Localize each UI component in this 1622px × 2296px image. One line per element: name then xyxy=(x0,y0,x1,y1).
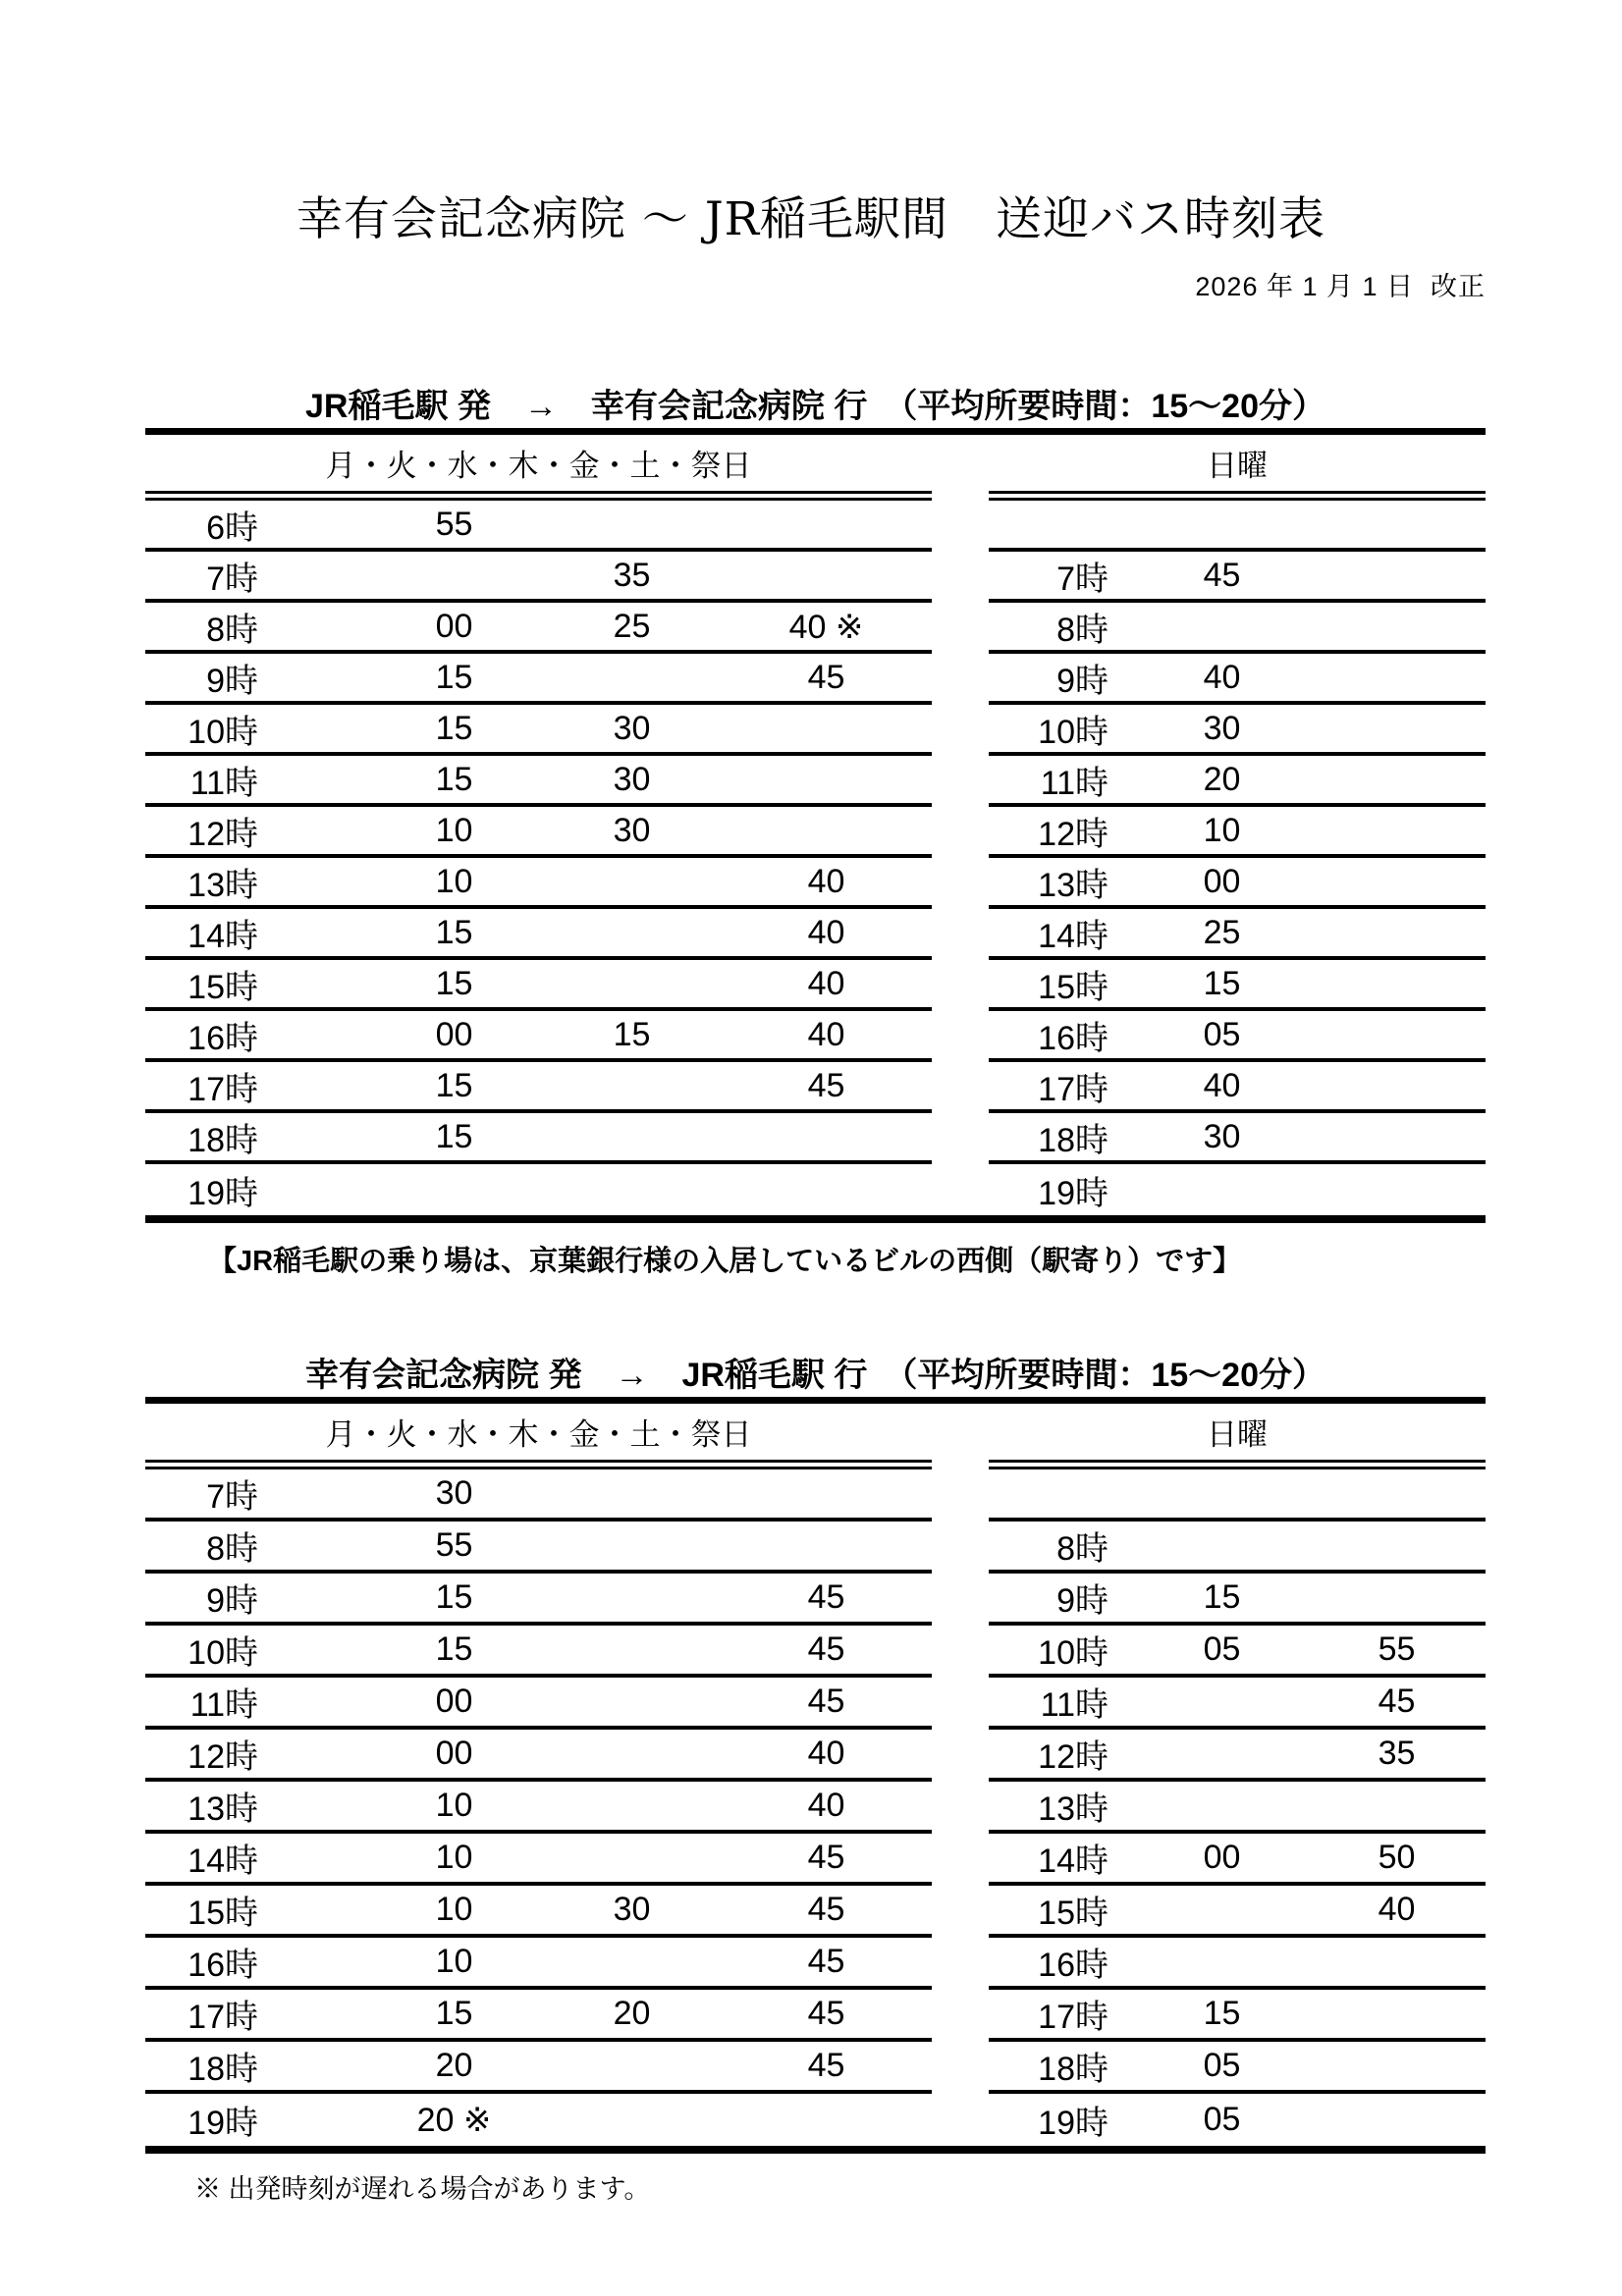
hour-label: 19時 xyxy=(1038,1174,1108,1212)
sunday-cells xyxy=(989,1522,1486,1574)
sunday-cells xyxy=(989,1834,1486,1886)
minute-cell: 40 xyxy=(1203,1067,1241,1104)
minute-cell: 15 xyxy=(435,1118,473,1155)
hour-label: 9時 xyxy=(206,1582,258,1620)
hour-label: 16時 xyxy=(1038,1020,1108,1057)
minute-cell: 10 xyxy=(435,812,473,849)
minute-cell: 35 xyxy=(1378,1735,1416,1772)
header-double-rule xyxy=(145,491,1486,501)
double-rule-left xyxy=(145,491,932,501)
hour-label: 10時 xyxy=(188,1634,258,1672)
section-gap xyxy=(932,1574,989,1626)
table-header-row xyxy=(145,435,1486,491)
hour-label: 6時 xyxy=(206,509,258,547)
hour-label: 18時 xyxy=(188,2051,258,2088)
hour-label: 19時 xyxy=(188,2105,258,2142)
timetable-row xyxy=(145,2094,1486,2146)
sunday-cells xyxy=(989,603,1486,654)
sunday-cells xyxy=(989,1469,1486,1522)
weekday-cells xyxy=(145,1730,932,1782)
minute-cell: 15 xyxy=(435,965,473,1002)
sunday-cells xyxy=(989,1164,1486,1215)
minute-cell: 00 xyxy=(435,1016,473,1053)
minute-cell: 10 xyxy=(435,1787,473,1824)
minute-cell: 20 xyxy=(613,1995,651,2032)
sunday-cells xyxy=(989,1062,1486,1113)
sunday-cells xyxy=(989,1938,1486,1990)
timetable-row xyxy=(145,501,1486,552)
hour-label: 14時 xyxy=(188,918,258,955)
double-rule-right xyxy=(989,491,1486,501)
weekday-cells xyxy=(145,960,932,1011)
minute-cell: 00 xyxy=(435,608,473,645)
sunday-cells xyxy=(989,1113,1486,1164)
minute-cell: 30 xyxy=(435,1474,473,1512)
minute-cell: 25 xyxy=(1203,914,1241,951)
hour-label: 14時 xyxy=(1038,918,1108,955)
hour-label: 14時 xyxy=(1038,1842,1108,1880)
weekday-cells xyxy=(145,1678,932,1730)
minute-cell: 20 ※ xyxy=(416,2101,492,2139)
minute-cell: 40 xyxy=(1378,1891,1416,1928)
minute-cell: 45 xyxy=(807,1891,845,1928)
sunday-cells xyxy=(989,1886,1486,1938)
weekday-cells xyxy=(145,909,932,960)
sunday-cells xyxy=(989,756,1486,807)
sunday-cells xyxy=(989,2094,1486,2146)
hour-label: 16時 xyxy=(1038,1947,1108,1984)
hour-label: 15時 xyxy=(1038,1895,1108,1932)
minute-cell: 45 xyxy=(807,1839,845,1876)
minute-cell: 15 xyxy=(435,1067,473,1104)
hour-label: 18時 xyxy=(1038,2051,1108,2088)
minute-cell: 45 xyxy=(807,2047,845,2084)
hour-label: 18時 xyxy=(1038,1122,1108,1159)
section-gap xyxy=(932,1469,989,1522)
minute-cell: 45 xyxy=(807,1995,845,2032)
sunday-cells xyxy=(989,1782,1486,1834)
minute-cell: 25 xyxy=(613,608,651,645)
timetable-row xyxy=(145,705,1486,756)
timetable-row xyxy=(145,1522,1486,1574)
hour-label: 12時 xyxy=(1038,1738,1108,1776)
hour-label: 11時 xyxy=(1040,1686,1108,1724)
timetable-row xyxy=(145,1574,1486,1626)
minute-cell: 45 xyxy=(807,1682,845,1720)
section-gap xyxy=(932,1990,989,2042)
minute-cell: 00 xyxy=(435,1682,473,1720)
minute-cell: 05 xyxy=(1203,2101,1241,2138)
hour-label: 16時 xyxy=(188,1020,258,1057)
minute-cell: 15 xyxy=(1203,1995,1241,2032)
header-double-rule xyxy=(145,1460,1486,1469)
table-top-border xyxy=(145,1397,1486,1404)
timetable-row xyxy=(145,1626,1486,1678)
hour-label: 9時 xyxy=(206,663,258,700)
hour-label: 8時 xyxy=(1056,1530,1108,1568)
section-gap xyxy=(932,705,989,756)
minute-cell: 30 xyxy=(1203,1118,1241,1155)
minute-cell: 15 xyxy=(1203,1578,1241,1616)
minute-cell: 15 xyxy=(435,710,473,747)
hour-label: 18時 xyxy=(188,1122,258,1159)
hour-label: 17時 xyxy=(1038,1999,1108,2036)
timetable-row xyxy=(145,1730,1486,1782)
hour-label: 15時 xyxy=(188,1895,258,1932)
minute-cell: 10 xyxy=(1203,812,1241,849)
revision-date: 2026 年 1 月 1 日 改正 xyxy=(1195,272,1486,301)
minute-cell: 30 xyxy=(1203,710,1241,747)
timetable-row xyxy=(145,654,1486,705)
timetable-row xyxy=(145,1886,1486,1938)
minute-cell: 40 xyxy=(1203,659,1241,696)
section-gap xyxy=(932,1011,989,1062)
hour-label: 16時 xyxy=(188,1947,258,1984)
hour-label: 12時 xyxy=(188,1738,258,1776)
weekday-cells xyxy=(145,1886,932,1938)
weekday-cells xyxy=(145,1062,932,1113)
timetable-row xyxy=(145,1834,1486,1886)
timetable-row xyxy=(145,1469,1486,1522)
hour-label: 9時 xyxy=(1056,1582,1108,1620)
weekday-cells xyxy=(145,858,932,909)
minute-cell: 55 xyxy=(435,1526,473,1564)
minute-cell: 35 xyxy=(613,557,651,594)
minute-cell: 20 xyxy=(435,2047,473,2084)
section-gap xyxy=(932,807,989,858)
hour-label: 8時 xyxy=(206,1530,258,1568)
minute-cell: 00 xyxy=(1203,1839,1241,1876)
minute-cell: 05 xyxy=(1203,2047,1241,2084)
double-rule-right xyxy=(989,1460,1486,1469)
section-gap xyxy=(932,1113,989,1164)
weekday-cells xyxy=(145,1469,932,1522)
weekday-cells xyxy=(145,756,932,807)
section-gap xyxy=(932,2094,989,2146)
timetable-row xyxy=(145,1782,1486,1834)
section-gap xyxy=(932,2042,989,2094)
hour-label: 15時 xyxy=(1038,969,1108,1006)
timetable-row xyxy=(145,1938,1486,1990)
hour-label: 17時 xyxy=(1038,1071,1108,1108)
table-header-row xyxy=(145,1404,1486,1460)
sunday-cells xyxy=(989,1730,1486,1782)
timetable-row xyxy=(145,909,1486,960)
weekday-header: 月・火・水・木・金・土・祭日 xyxy=(325,1417,752,1452)
timetable-row xyxy=(145,1678,1486,1730)
minute-cell: 40 xyxy=(807,863,845,900)
timetable-caption: JR稲毛駅 発 → 幸有会記念病院 行 （平均所要時間：15～20分） xyxy=(305,388,1325,425)
section-gap xyxy=(932,1678,989,1730)
weekday-cells xyxy=(145,603,932,654)
minute-cell: 45 xyxy=(807,659,845,696)
table-bottom-border xyxy=(145,1215,1486,1223)
minute-cell: 40 xyxy=(807,914,845,951)
minute-cell: 30 xyxy=(613,1891,651,1928)
timetable-row xyxy=(145,2042,1486,2094)
timetable-station-to-hospital xyxy=(145,386,1486,1279)
departure-delay-note: ※ 出発時刻が遅れる場合があります。 xyxy=(194,2174,651,2204)
sunday-header: 日曜 xyxy=(1207,449,1268,483)
section-gap xyxy=(932,1886,989,1938)
weekday-cells xyxy=(145,2094,932,2146)
timetable-caption: 幸有会記念病院 発 → JR稲毛駅 行 （平均所要時間：15～20分） xyxy=(305,1357,1325,1394)
minute-cell: 45 xyxy=(1378,1682,1416,1720)
timetable-row xyxy=(145,1062,1486,1113)
weekday-cells xyxy=(145,1834,932,1886)
hour-label: 11時 xyxy=(1040,765,1108,802)
section-gap xyxy=(932,858,989,909)
minute-cell: 15 xyxy=(435,1578,473,1616)
section-gap xyxy=(932,1062,989,1113)
timetable-row xyxy=(145,756,1486,807)
weekday-cells xyxy=(145,2042,932,2094)
hour-label: 11時 xyxy=(189,1686,258,1724)
weekday-cells xyxy=(145,1522,932,1574)
table-top-border xyxy=(145,428,1486,435)
hour-label: 10時 xyxy=(188,714,258,751)
minute-cell: 15 xyxy=(435,761,473,798)
weekday-cells xyxy=(145,501,932,552)
minute-cell: 30 xyxy=(613,710,651,747)
minute-cell: 10 xyxy=(435,863,473,900)
timetable-row xyxy=(145,552,1486,603)
hour-label: 13時 xyxy=(188,867,258,904)
hour-label: 9時 xyxy=(1056,663,1108,700)
minute-cell: 15 xyxy=(435,1630,473,1668)
boarding-location-note: 【JR稲毛駅の乗り場は、京葉銀行様の入居しているビルの西側（駅寄り）です】 xyxy=(208,1246,1242,1277)
hour-label: 10時 xyxy=(1038,1634,1108,1672)
sunday-cells xyxy=(989,1678,1486,1730)
weekday-cells xyxy=(145,1782,932,1834)
hour-label: 7時 xyxy=(1056,561,1108,598)
minute-cell: 45 xyxy=(1203,557,1241,594)
sunday-cells xyxy=(989,1574,1486,1626)
sunday-cells xyxy=(989,807,1486,858)
timetable-row xyxy=(145,858,1486,909)
section-gap xyxy=(932,1834,989,1886)
minute-cell: 00 xyxy=(1203,863,1241,900)
minute-cell: 10 xyxy=(435,1891,473,1928)
minute-cell: 40 xyxy=(807,965,845,1002)
minute-cell: 00 xyxy=(435,1735,473,1772)
minute-cell: 40 ※ xyxy=(788,608,864,646)
timetable-rows xyxy=(145,1469,1486,2146)
section-gap xyxy=(932,909,989,960)
hour-label: 11時 xyxy=(189,765,258,802)
timetable-row xyxy=(145,1990,1486,2042)
weekday-cells xyxy=(145,1938,932,1990)
minute-cell: 15 xyxy=(435,659,473,696)
section-gap xyxy=(932,552,989,603)
minute-cell: 10 xyxy=(435,1943,473,1980)
section-gap xyxy=(932,654,989,705)
minute-cell: 45 xyxy=(807,1630,845,1668)
timetable-row xyxy=(145,1113,1486,1164)
hour-label: 17時 xyxy=(188,1999,258,2036)
timetable-row xyxy=(145,960,1486,1011)
sunday-cells xyxy=(989,501,1486,552)
weekday-header: 月・火・水・木・金・土・祭日 xyxy=(325,449,752,483)
hour-label: 12時 xyxy=(188,816,258,853)
timetable-row xyxy=(145,1011,1486,1062)
timetable-rows xyxy=(145,501,1486,1215)
weekday-cells xyxy=(145,1011,932,1062)
weekday-cells xyxy=(145,552,932,603)
sunday-cells xyxy=(989,705,1486,756)
sunday-cells xyxy=(989,1990,1486,2042)
hour-label: 14時 xyxy=(188,1842,258,1880)
minute-cell: 05 xyxy=(1203,1016,1241,1053)
section-gap xyxy=(932,491,989,501)
weekday-cells xyxy=(145,1164,932,1215)
hour-label: 19時 xyxy=(1038,2105,1108,2142)
hour-label: 15時 xyxy=(188,969,258,1006)
timetable-row xyxy=(145,1164,1486,1215)
section-gap xyxy=(932,1730,989,1782)
timetable-row xyxy=(145,807,1486,858)
section-gap xyxy=(932,1522,989,1574)
sunday-cells xyxy=(989,909,1486,960)
minute-cell: 15 xyxy=(435,914,473,951)
sunday-cells xyxy=(989,858,1486,909)
minute-cell: 45 xyxy=(807,1943,845,1980)
sunday-cells xyxy=(989,1626,1486,1678)
weekday-cells xyxy=(145,1113,932,1164)
minute-cell: 30 xyxy=(613,761,651,798)
hour-label: 13時 xyxy=(188,1790,258,1828)
section-gap xyxy=(932,960,989,1011)
sunday-cells xyxy=(989,960,1486,1011)
minute-cell: 55 xyxy=(1378,1630,1416,1668)
minute-cell: 40 xyxy=(807,1016,845,1053)
minute-cell: 45 xyxy=(807,1067,845,1104)
weekday-cells xyxy=(145,705,932,756)
minute-cell: 15 xyxy=(435,1995,473,2032)
minute-cell: 10 xyxy=(435,1839,473,1876)
minute-cell: 55 xyxy=(435,506,473,543)
sunday-header: 日曜 xyxy=(1207,1417,1268,1452)
minute-cell: 20 xyxy=(1203,761,1241,798)
section-gap xyxy=(932,1782,989,1834)
section-gap xyxy=(932,501,989,552)
sunday-cells xyxy=(989,2042,1486,2094)
hour-label: 17時 xyxy=(188,1071,258,1108)
minute-cell: 15 xyxy=(1203,965,1241,1002)
minute-cell: 45 xyxy=(807,1578,845,1616)
hour-label: 8時 xyxy=(206,612,258,649)
hour-label: 12時 xyxy=(1038,816,1108,853)
section-gap xyxy=(932,1460,989,1469)
minute-cell: 15 xyxy=(613,1016,651,1053)
hour-label: 13時 xyxy=(1038,1790,1108,1828)
minute-cell: 40 xyxy=(807,1735,845,1772)
hour-label: 19時 xyxy=(188,1174,258,1212)
timetable-row xyxy=(145,603,1486,654)
hour-label: 8時 xyxy=(1056,612,1108,649)
weekday-cells xyxy=(145,1990,932,2042)
minute-cell: 50 xyxy=(1378,1839,1416,1876)
sunday-cells xyxy=(989,1011,1486,1062)
document-title: 幸有会記念病院 ～ JR稲毛駅間 送迎バス時刻表 xyxy=(296,192,1326,246)
section-gap xyxy=(932,1938,989,1990)
sunday-cells xyxy=(989,552,1486,603)
timetable-hospital-to-station xyxy=(145,1355,1486,2206)
hour-label: 7時 xyxy=(206,561,258,598)
minute-cell: 40 xyxy=(807,1787,845,1824)
sunday-cells xyxy=(989,654,1486,705)
weekday-cells xyxy=(145,1574,932,1626)
minute-cell: 30 xyxy=(613,812,651,849)
section-gap xyxy=(932,1626,989,1678)
section-gap xyxy=(932,1164,989,1215)
section-gap xyxy=(932,756,989,807)
section-gap xyxy=(932,603,989,654)
minute-cell: 05 xyxy=(1203,1630,1241,1668)
hour-label: 10時 xyxy=(1038,714,1108,751)
table-bottom-border xyxy=(145,2146,1486,2154)
hour-label: 7時 xyxy=(206,1478,258,1516)
weekday-cells xyxy=(145,654,932,705)
hour-label: 13時 xyxy=(1038,867,1108,904)
weekday-cells xyxy=(145,807,932,858)
weekday-cells xyxy=(145,1626,932,1678)
double-rule-left xyxy=(145,1460,932,1469)
